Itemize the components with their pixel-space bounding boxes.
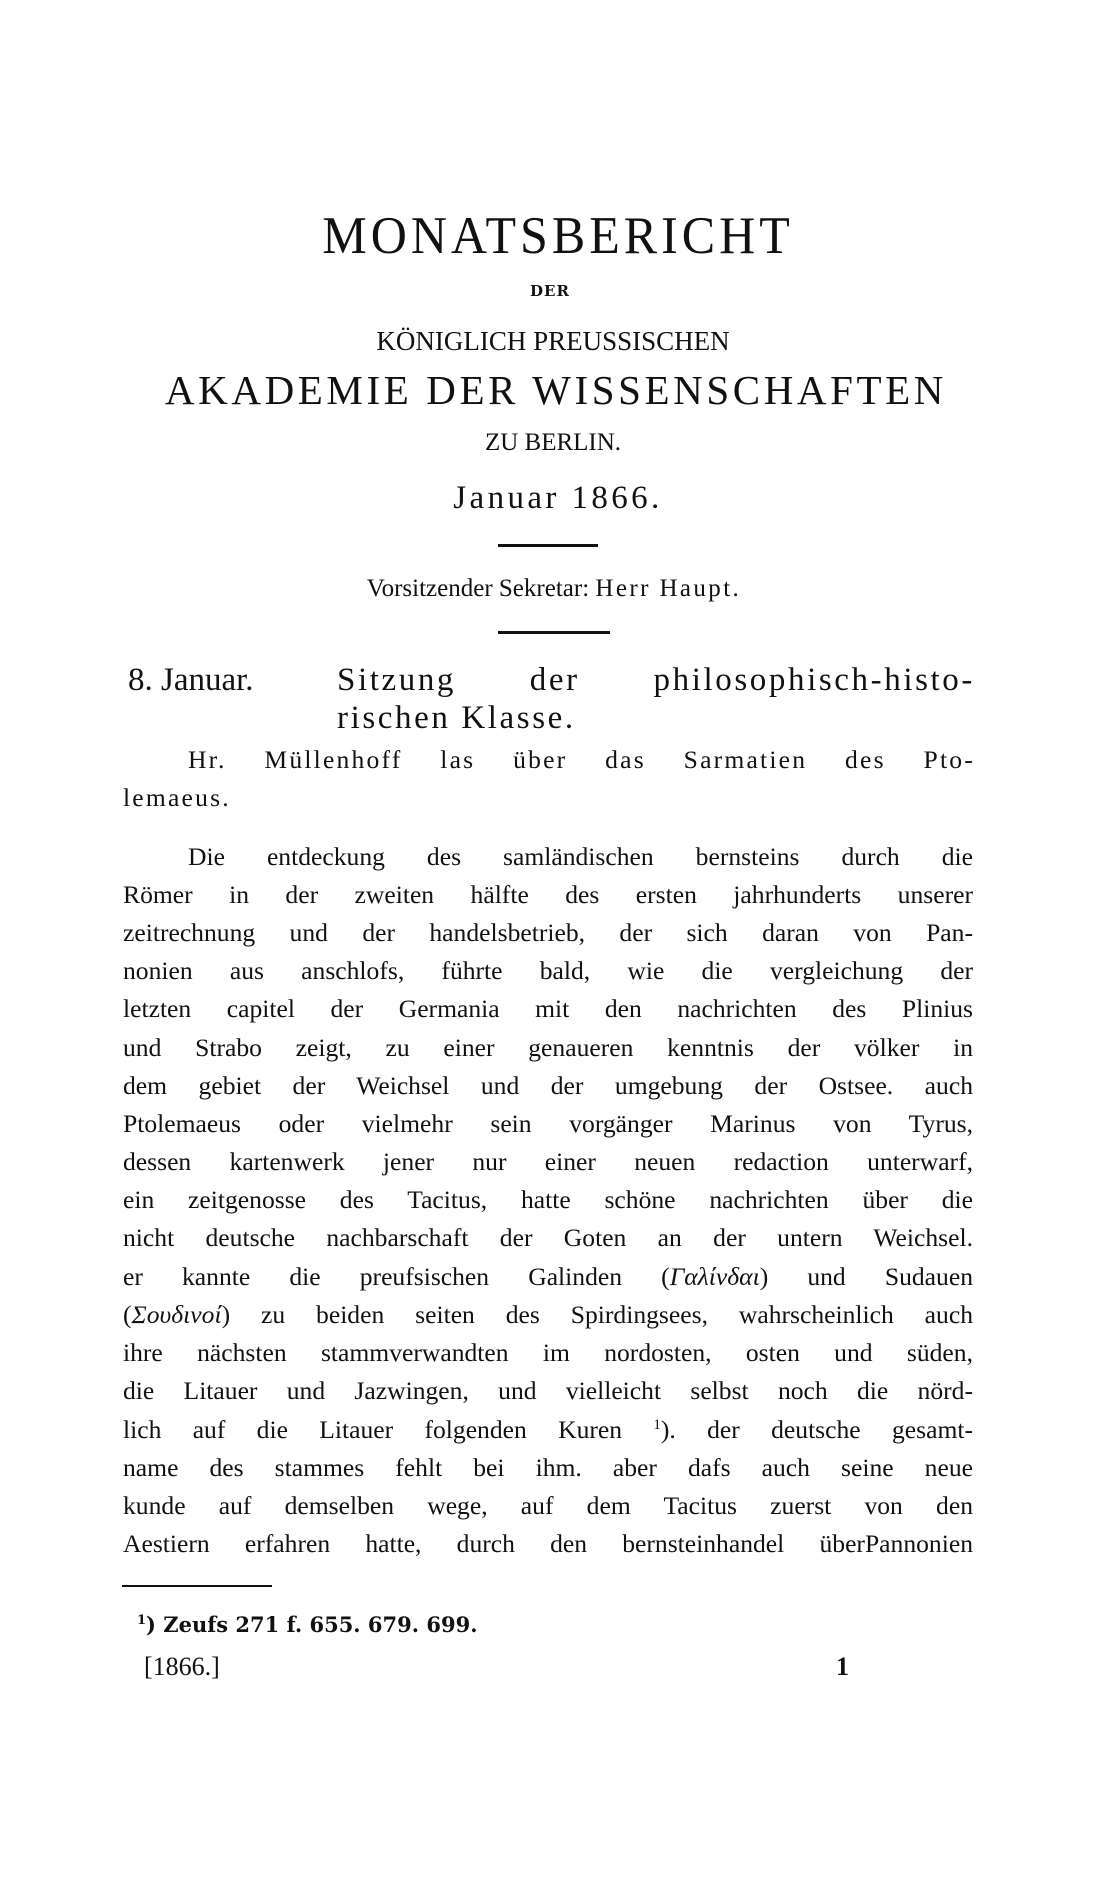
footnote-reference[interactable]: 1 — [653, 1417, 661, 1433]
body-line: letzten capitel der Germania mit den nachrichten des Plinius — [123, 994, 973, 1023]
body-text-run: ) und Sudauen — [759, 1262, 973, 1291]
body-text-run: ( — [123, 1300, 132, 1329]
body-line: lemaeus. — [123, 783, 231, 812]
body-text-run: er kannte die preufsischen Galinden ( — [123, 1262, 670, 1291]
body-line: Die entdeckung des samländischen bernsteins durch die — [188, 842, 973, 871]
divider-rule — [498, 544, 598, 547]
body-line: name des stammes fehlt bei ihm. aber dafs auch seine neue — [123, 1453, 973, 1482]
body-line: und Strabo zeigt, zu einer genaueren kenntnis der völker in — [123, 1033, 973, 1062]
journal-subtitle-koeniglich: KÖNIGLICH PREUSSISCHEN — [376, 326, 730, 356]
issue-month: Januar 1866. — [453, 480, 663, 516]
session-title-line1: Sitzung der philosophisch-histo- — [337, 662, 975, 698]
footnote-marker: 1 — [137, 1613, 147, 1628]
body-text-run: ) zu beiden seiten des Spirdingsees, wahrscheinlich auch — [221, 1300, 973, 1329]
greek-word: Σουδινοί — [131, 1300, 222, 1329]
body-line: Hr. Müllenhoff las über das Sarmatien des Pto- — [188, 745, 975, 774]
session-title-line2: rischen Klasse. — [337, 700, 576, 736]
body-line: ihre nächsten stammverwandten im nordosten, osten und süden, — [123, 1338, 973, 1367]
secretary-label: Vorsitzender Sekretar: — [366, 575, 590, 602]
body-line: nicht deutsche nachbarschaft der Goten an der untern Weichsel. — [123, 1223, 973, 1252]
body-line: zeitrechnung und der handelsbetrieb, der sich daran von Pan- — [123, 918, 973, 947]
body-line: die Litauer und Jazwingen, und vielleicht selbst noch die nörd- — [123, 1376, 973, 1405]
body-line — [123, 1264, 973, 1290]
greek-word: Γαλίνδαι — [669, 1262, 760, 1291]
footnote-text: ) Zeufs 271 f. 655. 679. 699. — [146, 1612, 478, 1637]
secretary-line — [4, 576, 1100, 601]
body-text-run: ). der deutsche gesamt- — [660, 1415, 973, 1444]
body-line — [123, 1302, 973, 1328]
body-line: dessen kartenwerk jener nur einer neuen redaction unterwarf, — [123, 1147, 973, 1176]
body-line: Aestiern erfahren hatte, durch den bernsteinhandel überPannonien — [123, 1529, 973, 1558]
journal-title: MONATSBERICHT — [322, 205, 794, 265]
body-line: Ptolemaeus oder vielmehr sein vorgänger Marinus von Tyrus, — [123, 1109, 973, 1138]
divider-rule — [498, 631, 610, 634]
session-date: 8. Januar. — [128, 662, 254, 698]
journal-subtitle-der: DER — [530, 282, 570, 300]
body-line: kunde auf demselben wege, auf dem Tacitus zuerst von den — [123, 1491, 973, 1520]
footnote-rule — [122, 1585, 272, 1587]
body-line: Römer in der zweiten hälfte des ersten jahrhunderts unserer — [123, 880, 973, 909]
footnote — [137, 1614, 478, 1635]
body-line: ein zeitgenosse des Tacitus, hatte schöne nachrichten über die — [123, 1185, 973, 1214]
body-line — [123, 1417, 973, 1443]
journal-subtitle-berlin: ZU BERLIN. — [484, 429, 622, 456]
journal-subtitle-akademie: AKADEMIE DER WISSENSCHAFTEN — [164, 367, 948, 413]
body-text-run: lich auf die Litauer folgenden Kuren — [123, 1415, 623, 1444]
signature-mark: [1866.] — [144, 1652, 220, 1681]
page-number: 1 — [836, 1652, 849, 1681]
body-line: dem gebiet der Weichsel und der umgebung der Ostsee. auch — [123, 1071, 973, 1100]
body-line: nonien aus anschlofs, führte bald, wie die vergleichung der — [123, 956, 973, 985]
secretary-name: Herr Haupt. — [595, 575, 742, 602]
